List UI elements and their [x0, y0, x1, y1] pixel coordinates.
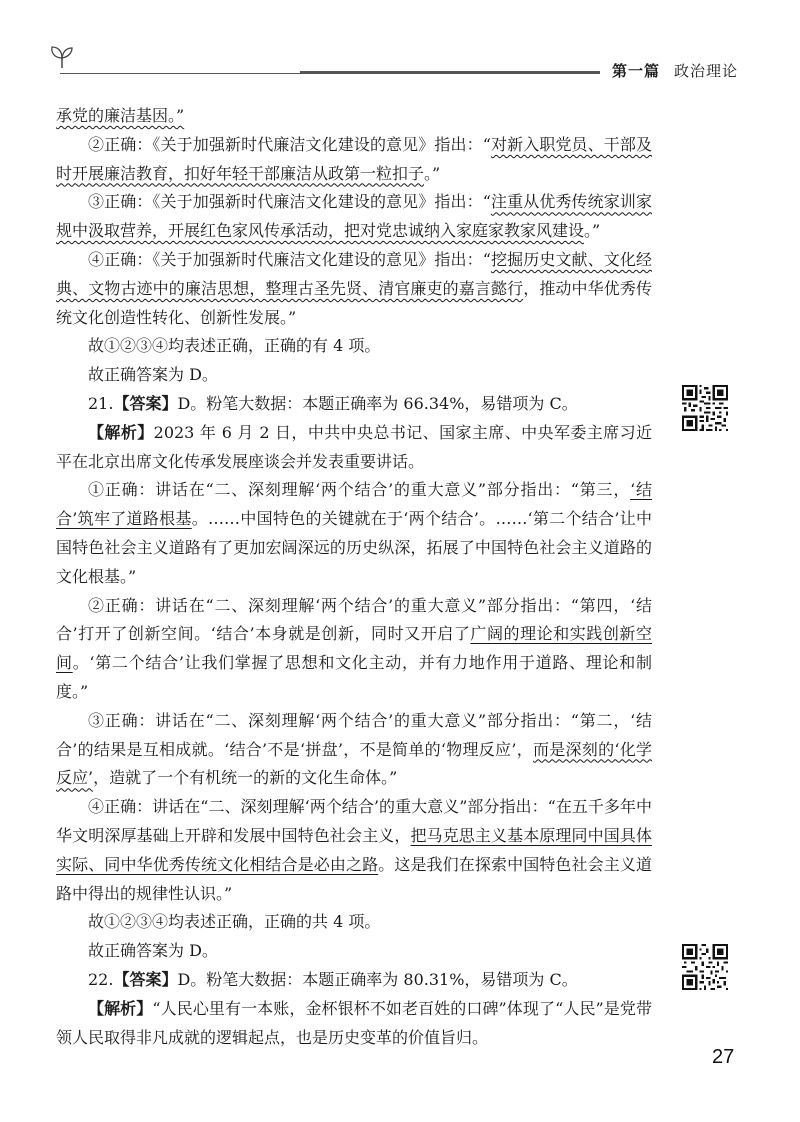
section-label: 第一篇	[612, 62, 661, 80]
section-title	[612, 60, 738, 81]
sprout-icon	[48, 42, 76, 70]
qr-code-icon[interactable]	[682, 385, 728, 431]
paragraph: ③正确：《关于加强新时代廉洁文化建设的意见》指出：“注重从优秀传统家训家规中汲取营养，开展红色家风传承活动，把对党忠诚纳入家庭家教家风建设。”	[56, 192, 652, 241]
paragraph: 故正确答案为 D。	[88, 941, 218, 961]
page-header	[0, 0, 800, 100]
paragraph: ④正确：《关于加强新时代廉洁文化建设的意见》指出：“挖掘历史文献、文化经典、文物古迹中的廉洁思想，整理古圣先贤、清官廉吏的嘉言懿行，推动中华优秀传统文化创造性转化、创新性发展。”	[56, 249, 652, 327]
paragraph: 故①②③④均表述正确，正确的有 4 项。	[88, 336, 381, 356]
chapter-label: 政治理论	[674, 62, 739, 80]
paragraph: 承党的廉洁基因。”	[56, 106, 185, 125]
page-number: 27	[712, 1046, 735, 1068]
qr-code-icon[interactable]	[682, 944, 728, 990]
answer-line: 22.【答案】D。粉笔大数据：本题正确率为 80.31%，易错项为 C。	[88, 969, 578, 989]
paragraph: ②正确：讲话在“二、深刻理解‘两个结合’的重大意义”部分指出：“第四，‘结合’打开了创新空间。‘结合’本身就是创新，同时又开启了广阔的理论和实践创新空间。‘第二个结合’让我们掌握了思想和文化主动，并有力地作用于道路、理论和制度。”	[56, 595, 652, 701]
paragraph: ③正确：讲话在“二、深刻理解‘两个结合’的重大意义”部分指出：“第二，‘结合’的结果是互相成就。‘结合’不是‘拼盘’，不是简单的‘物理反应’，而是深刻的‘化学反应’，造就了一个有机统一的新的文化生命体。”	[56, 710, 652, 788]
paragraph: 故正确答案为 D。	[88, 365, 218, 385]
paragraph: 故①②③④均表述正确，正确的共 4 项。	[88, 912, 381, 932]
answer-line: 21.【答案】D。粉笔大数据：本题正确率为 66.34%，易错项为 C。	[88, 393, 578, 413]
analysis-line: 【解析】2023 年 6 月 2 日，中共中央总书记、国家主席、中央军委主席习近平在北京出席文化传承发展座谈会并发表重要讲话。	[56, 422, 652, 471]
paragraph: ④正确：讲话在“二、深刻理解‘两个结合’的重大意义”部分指出：“在五千多年中华文明深厚基础上开辟和发展中国特色社会主义，把马克思主义基本原理同中国具体实际、同中华优秀传统文化相结合是必由之路。这是我们在探索中国特色社会主义道路中得出的规律性认识。”	[56, 797, 652, 903]
page-body	[56, 102, 652, 1052]
paragraph: ①正确：讲话在“二、深刻理解‘两个结合’的重大意义”部分指出：“第三，‘结合’筑牢了道路根基。……中国特色的关键就在于‘两个结合’。……‘第二个结合’让中国特色社会主义道路有了更加宏阔深远的历史纵深，拓展了中国特色社会主义道路的文化根基。”	[56, 480, 652, 586]
paragraph: ②正确：《关于加强新时代廉洁文化建设的意见》指出：“对新入职党员、干部及时开展廉洁教育，扣好年轻干部廉洁从政第一粒扣子。”	[56, 134, 652, 183]
analysis-line: 【解析】“人民心里有一本账，金杯银杯不如老百姓的口碑”体现了“人民”是党带领人民取得非凡成就的逻辑起点，也是历史变革的价值旨归。	[56, 998, 652, 1047]
header-rule-accent	[300, 71, 600, 74]
